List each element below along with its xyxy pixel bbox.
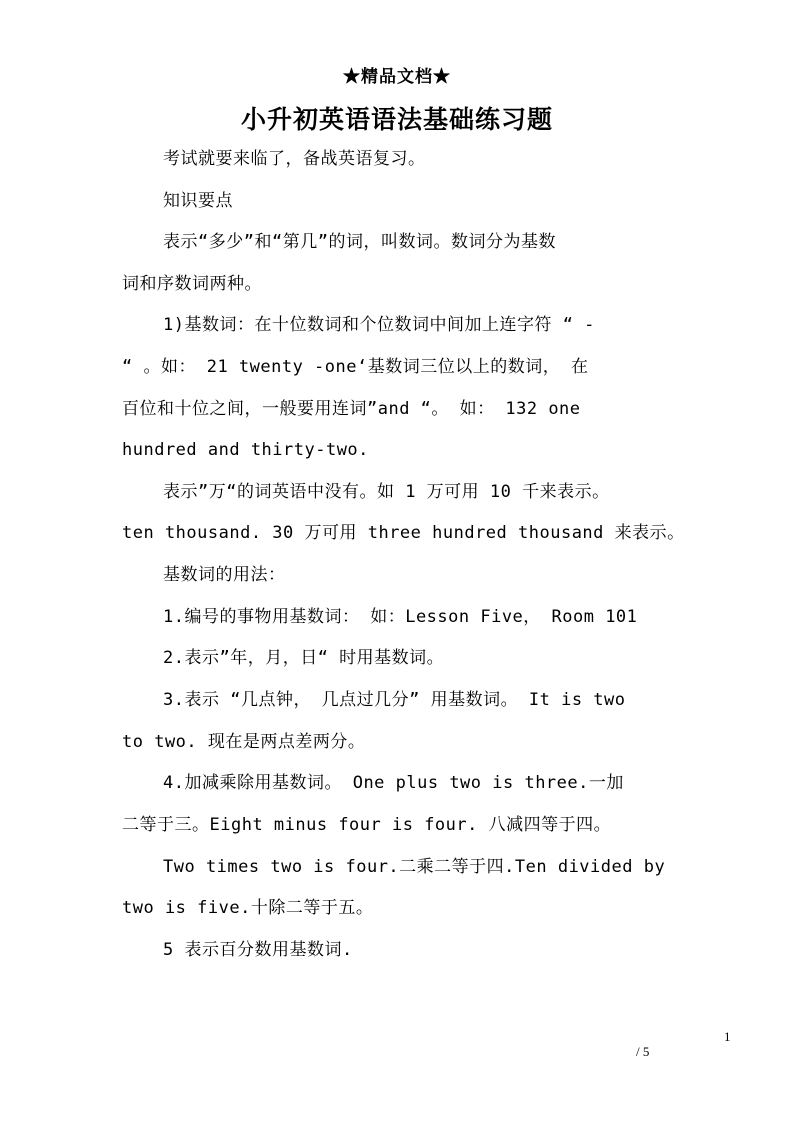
paragraph-line: 表示“多少”和“第几”的词，叫数词。数词分为基数 <box>163 232 556 252</box>
paragraph-line: 基数词的用法： <box>163 565 286 585</box>
paragraph-line: 二等于三。Eight minus four is four. 八减四等于四。 <box>122 815 612 835</box>
paragraph-line: to two. 现在是两点差两分。 <box>122 732 366 752</box>
paragraph-line: 百位和十位之间，一般要用连词”and “。 如： 132 one <box>122 399 581 419</box>
paragraph-line: hundred and thirty-two. <box>122 440 369 460</box>
paragraph-line: 考试就要来临了，备战英语复习。 <box>163 149 426 169</box>
paragraph-line: 表示”万“的词英语中没有。如 1 万可用 10 千来表示。 <box>163 482 610 502</box>
document-title: 小升初英语语法基础练习题 <box>240 105 553 134</box>
page-total: / 5 <box>636 1044 650 1059</box>
paragraph-line: ten thousand. 30 万可用 three hundred thousand 来表示。 <box>122 523 685 543</box>
paragraph-line: 1.编号的事物用基数词： 如：Lesson Five， Room 101 <box>163 607 638 627</box>
paragraph-line: “ 。如： 21 twenty -one‘基数词三位以上的数词， 在 <box>122 357 589 377</box>
paragraph-line: Two times two is four.二乘二等于四.Ten divided by <box>163 857 666 877</box>
paragraph-line: 5 表示百分数用基数词. <box>163 940 353 960</box>
paragraph-line: 词和序数词两种。 <box>122 274 262 294</box>
paragraph-line: 1)基数词：在十位数词和个位数词中间加上连字符 “ - <box>163 315 595 335</box>
paragraph-line: 4.加减乘除用基数词。 One plus two is three.一加 <box>163 773 624 793</box>
paragraph-line: 2.表示”年，月，日“ 时用基数词。 <box>163 648 445 668</box>
header-mark: ★精品文档★ <box>343 67 451 87</box>
page-number: 1 <box>724 1029 731 1044</box>
paragraph-line: 3.表示 “几点钟， 几点过几分” 用基数词。 It is two <box>163 690 626 710</box>
paragraph-line: 知识要点 <box>163 191 233 211</box>
paragraph-line: two is five.十除二等于五。 <box>122 898 374 918</box>
